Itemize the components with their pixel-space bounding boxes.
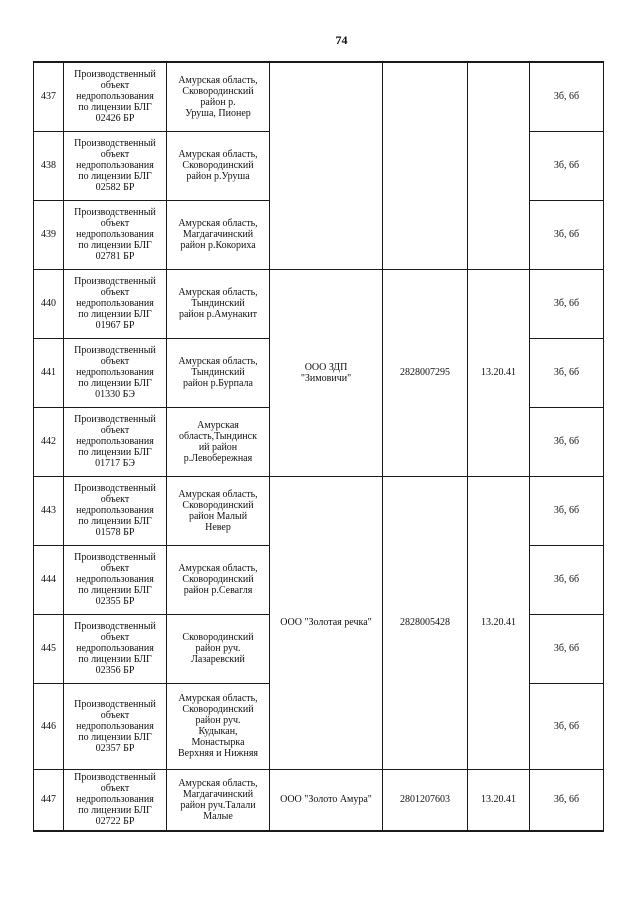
- hazard-codes: 3б, 6б: [530, 545, 604, 614]
- object-name: Производственный объект недропользования по лицензии БЛГ 01967 БР: [74, 276, 156, 331]
- row-number: 438: [34, 131, 64, 200]
- organization-name-line: ООО "Золотая речка": [280, 617, 372, 628]
- organization-okved: 13.20.41: [468, 476, 530, 769]
- table-row: [34, 769, 604, 831]
- hazard-codes: 3б, 6б: [530, 683, 604, 769]
- object-name: Производственный объект недропользования по лицензии БЛГ 01578 БР: [74, 483, 156, 538]
- object-location: Амурская область, Тындинский район р.Амунакит: [178, 287, 258, 320]
- organization-name-line: "Зимовичи": [300, 372, 352, 384]
- organization-name: [270, 769, 383, 831]
- organization-name: [270, 269, 383, 476]
- object-location: Амурская область, Сковородинский район р. Уруша, Пионер: [178, 74, 258, 119]
- object-name: Производственный объект недропользования по лицензии БЛГ 02722 БР: [74, 772, 156, 828]
- object-name: Производственный объект недропользования по лицензии БЛГ 02357 БР: [74, 698, 156, 754]
- object-location: Амурская область,Тындинск ий район р.Левобережная: [179, 419, 257, 464]
- object-name: Производственный объект недропользования по лицензии БЛГ 01717 БЭ: [74, 414, 156, 469]
- object-location: Амурская область, Сковородинский район руч. Кудыкан, Монастырка Верхняя и Нижняя: [177, 693, 259, 759]
- row-number: 440: [34, 269, 64, 338]
- row-number: 443: [34, 476, 64, 545]
- organization-okved: 13.20.41: [468, 769, 530, 831]
- object-name: Производственный объект недропользования по лицензии БЛГ 02356 БР: [74, 621, 156, 676]
- hazard-codes: 3б, 6б: [530, 131, 604, 200]
- object-location: Амурская область, Сковородинский район Малый Невер: [178, 488, 258, 533]
- row-number: 445: [34, 614, 64, 683]
- object-location: Амурская область, Магдагачинский район руч.Талали Малые: [178, 777, 258, 822]
- organization-inn: 2801207603: [383, 769, 468, 831]
- organization-okved: 13.20.41: [468, 269, 530, 476]
- object-name: Производственный объект недропользования по лицензии БЛГ 02582 БР: [74, 138, 156, 193]
- organization-name-line: ООО ЗДП: [304, 361, 348, 373]
- object-name: Производственный объект недропользования по лицензии БЛГ 02355 БР: [74, 552, 156, 607]
- hazard-codes: 3б, 6б: [530, 269, 604, 338]
- object-name: Производственный объект недропользования по лицензии БЛГ 01330 БЭ: [74, 345, 156, 400]
- organization-inn: 2828005428: [383, 476, 468, 769]
- hazard-codes: 3б, 6б: [530, 614, 604, 683]
- row-number: 447: [34, 769, 64, 831]
- hazard-codes: 3б, 6б: [530, 407, 604, 476]
- object-location: Амурская область, Сковородинский район р.Уруша: [178, 149, 258, 182]
- object-location: Сковородинский район руч. Лазаревский: [182, 632, 254, 665]
- row-number: 442: [34, 407, 64, 476]
- organization-name: [270, 476, 383, 769]
- hazard-codes: 3б, 6б: [530, 62, 604, 131]
- object-name: Производственный объект недропользования по лицензии БЛГ 02781 БР: [74, 207, 156, 262]
- row-number: 446: [34, 683, 64, 769]
- hazard-codes: 3б, 6б: [530, 476, 604, 545]
- table-row: [34, 62, 604, 131]
- organization-empty: [270, 62, 383, 269]
- object-location: Амурская область, Тындинский район р.Бурпала: [178, 356, 258, 389]
- okved-empty: [468, 62, 530, 269]
- inn-empty: [383, 62, 468, 269]
- row-number: 444: [34, 545, 64, 614]
- object-location: Амурская область, Магдагачинский район р.Кокориха: [178, 218, 258, 251]
- object-location: Амурская область, Сковородинский район р.Севагля: [178, 563, 258, 596]
- object-name: Производственный объект недропользования по лицензии БЛГ 02426 БР: [74, 69, 156, 125]
- row-number: 439: [34, 200, 64, 269]
- page-number: 74: [335, 33, 348, 47]
- organization-name-line: ООО "Золото Амура": [280, 794, 372, 806]
- row-number: 437: [34, 62, 64, 131]
- row-number: 441: [34, 338, 64, 407]
- license-table: [33, 61, 604, 832]
- organization-inn: 2828007295: [383, 269, 468, 476]
- hazard-codes: 3б, 6б: [530, 769, 604, 831]
- table-row: [34, 476, 604, 545]
- hazard-codes: 3б, 6б: [530, 200, 604, 269]
- hazard-codes: 3б, 6б: [530, 338, 604, 407]
- table-row: [34, 269, 604, 338]
